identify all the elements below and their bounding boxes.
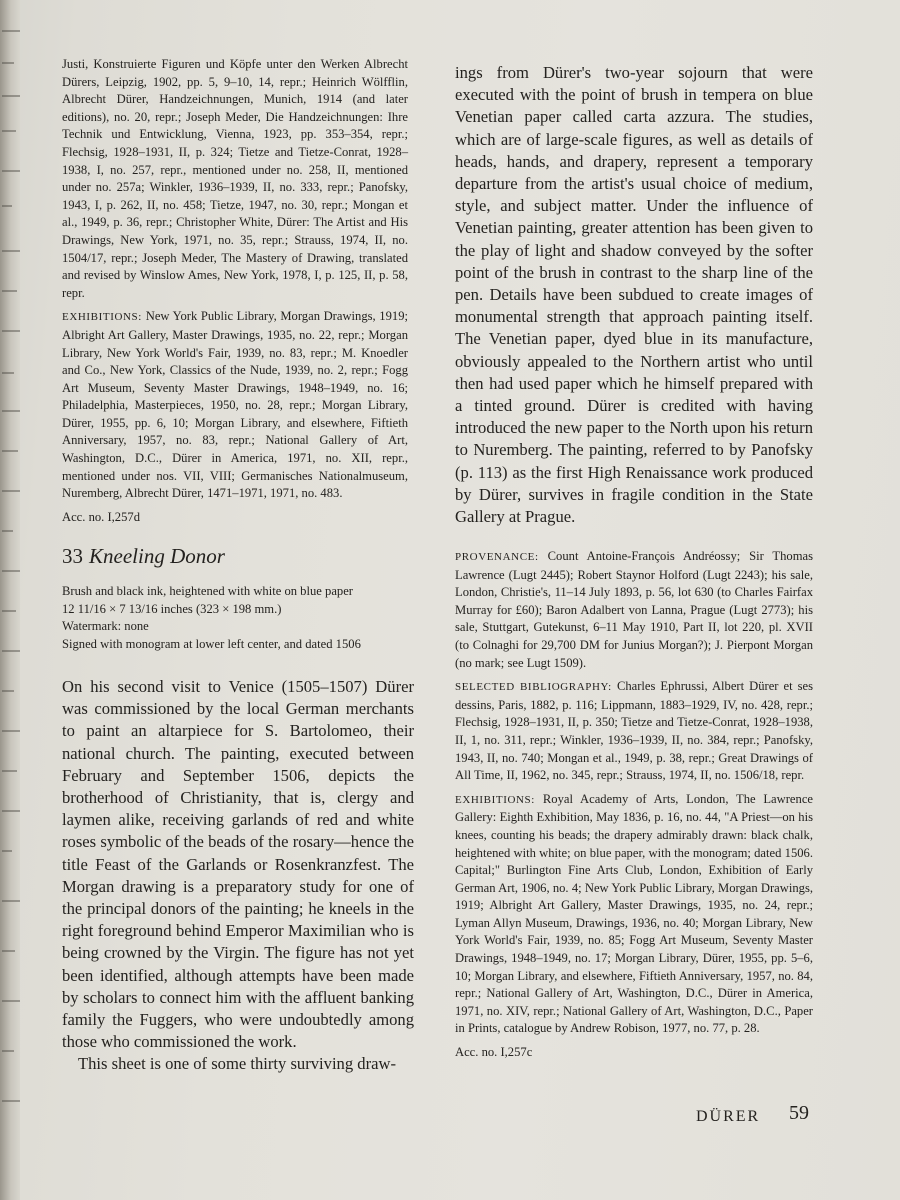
right-exhibitions xyxy=(455,791,813,1038)
running-head: DÜRER xyxy=(696,1108,761,1125)
selected-bibliography xyxy=(455,678,813,785)
entry-number: 33 xyxy=(62,544,83,568)
entry-name: Kneeling Donor xyxy=(89,544,225,568)
acc-number: Acc. no. I,257d xyxy=(62,509,140,524)
entry-signed: Signed with monogram at lower left center, and dated 1506 xyxy=(62,636,361,651)
exhibitions-text: New York Public Library, Morgan Drawings, 1919; Albright Art Gallery, Master Drawings, 1935, no. 22, repr.; Morgan Library, New York World's Fair, 1939, no. 83, repr.; M. Knoedler and Co., New York, Classics of the Nude, 1939, no. 2, repr.; Fogg Art Museum, Seventy Master Drawings, 1948–1949, no. 16; Philadelphia, Masterpieces, 1950, no. 28, repr.; Morgan Library, Dürer, 1955, pp. 6, 10; Morgan Library, and elsewhere, Fiftieth Anniversary, 1957, no. 83, repr.; National Gallery of Art, Washington, D.C., Dürer in America, 1971, no. XII, repr., mentioned under nos. VII, VIII; Germanisches Nationalmuseum, Nuremberg, Albrecht Dürer, 1471–1971, 1971, no. 483. xyxy=(62,309,408,501)
right-exhibitions-label: EXHIBITIONS: xyxy=(455,793,535,806)
right-acc-number: Acc. no. I,257c xyxy=(455,1045,533,1060)
exhibitions-label: EXHIBITIONS: xyxy=(62,311,142,324)
bibliography-label: SELECTED BIBLIOGRAPHY: xyxy=(455,681,612,694)
provenance-label: PROVENANCE: xyxy=(455,551,539,563)
provenance-text: Count Antoine-François Andréossy; Sir Thomas Lawrence (Lugt 2445); Robert Staynor Holford (Lugt 2243); his sale, London, Christie's, 11–14 July 1893, p. 56, lot 630 (to Charles Fairfax Murray for £60); Baron Adalbert von Lanna, Prague (Lugt 2773); his sale, Stuttgart, Gutekunst, 6–11 May 1910, Part II, lot 220, pl. XVII (to Colnaghi for 29,700 DM for Junius Morgan?); J. Pierpont Morgan (no mark; see Lugt 1509). xyxy=(455,549,813,670)
left-column xyxy=(62,56,408,526)
entry-medium: Brush and black ink, heightened with white on blue paper xyxy=(62,584,353,598)
entry-paragraph-2-continued: ings from Dürer's two-year sojourn that were executed with the point of brush in tempera on blue Venetian paper called carta azzura. The studies, which are of large-scale figures, as well as details of heads, hands, and drapery, represent a temporary departure from the artist's usual choice of medium, style, and subject matter. Under the influence of Venetian painting, greater attention has been given to the play of light and shadow conveyed by the softer point of the brush in contrast to the sharp line of the pen. Details have been subdued to create images of monumental strength that approach painting itself. The Venetian paper, dyed blue in its manufacture, obviously appealed to the Northern artist who until then had used paper which he himself prepared with a tinted ground. Dürer is credited with having introduced the new paper to the North upon his return to Nuremberg. The painting, referred to by Panofsky (p. 113) as the first High Renaissance work produced by Dürer, survives in fragile condition in the State Gallery at Prague. xyxy=(455,63,813,527)
entry-body xyxy=(62,676,414,1076)
provenance xyxy=(455,548,813,672)
continued-bibliography: Justi, Konstruierte Figuren und Köpfe unter den Werken Albrecht Dürers, Leipzig, 1902, pp. 5, 9–10, 14, repr.; Heinrich Wölfflin, Albrecht Dürer, Handzeichnungen, Munich, 1914 (and later editions), no. 20, repr.; Joseph Meder, Die Handzeichnungen: Ihre Technik und Entwicklung, Vienna, 1923, pp. 353–354, repr.; Flechsig, 1928–1931, II, p. 324; Tietze and Tietze-Conrat, 1928–1938, I, no. 257, repr., mentioned under no. 258, II, mentioned under no. 257a; Winkler, 1936–1939, II, no. 333, repr.; Panofsky, 1943, I, p. 262, II, no. 458; Tietze, 1947, no. 30, repr.; Mongan et al., 1949, p. 36, repr.; Christopher White, Dürer: The Artist and His Drawings, New York, 1971, no. 35, repr.; Strauss, 1974, II, no. 1504/17, repr.; Joseph Meder, The Mastery of Drawing, translated and revised by Winslow Ames, New York, 1978, I, p. 125, II, p. 58, repr. xyxy=(62,57,408,300)
page-number: 59 xyxy=(789,1102,809,1124)
entry-header xyxy=(62,544,408,653)
entry-paragraph-2-start: This sheet is one of some thirty surviving draw- xyxy=(78,1054,396,1074)
right-exhibitions-text: Royal Academy of Arts, London, The Lawrence Gallery: Eighth Exhibition, May 1836, p. 16, no. 44, "A Priest—on his knees, counting his beads; the drapery admirably drawn: black chalk, heightened with white; on blue paper, with the monogram; dated 1506. Capital;" Burlington Fine Arts Club, London, Exhibition of Early German Art, 1906, no. 4; New York Public Library, Morgan Drawings, 1919; Albright Art Gallery, Master Drawings, 1935, no. 24, repr.; Lyman Allyn Museum, Drawings, 1936, no. 40; Morgan Library, New York World's Fair, 1939, no. 85; Fogg Art Museum, Seventy Master Drawings, 1948–1949, no. 17; Morgan Library, Dürer, 1955, pp. 5–6, 10; Morgan Library, and elsewhere, Fiftieth Anniversary, 1957, no. 84, repr.; National Gallery of Art, Washington, D.C., Dürer in America, 1971, no. XIV, repr.; National Gallery of Art, Washington, D.C., Paper in Prints, catalogue by Andrew Robison, 1977, no. 77, p. 28. xyxy=(455,791,813,1036)
entry-watermark: Watermark: none xyxy=(62,619,149,634)
right-column-text xyxy=(455,62,813,528)
bibliography-text: Charles Ephrussi, Albert Dürer et ses dessins, Paris, 1882, p. 116; Lippmann, 1883–1929, IV, no. 428, repr.; Flechsig, 1928–1931, II, p. 350; Tietze and Tietze-Conrat, 1928–1938, II, 1, no. 311, repr.; Winkler, 1936–1939, II, no. 384, repr.; Panofsky, 1943, II, no. 740; Mongan et al., 1949, p. 38, repr.; Great Drawings of All Time, II, 1962, no. 345, repr.; Strauss, 1974, II, no. 1506/18, repr. xyxy=(455,679,813,783)
entry-paragraph-1: On his second visit to Venice (1505–1507) Dürer was commissioned by the local German merchants to paint an altarpiece for S. Bartolomeo, their national church. The painting, executed between February and September 1506, depicts the brotherhood of Christianity, that is, clergy and laymen alike, receiving garlands of red and white roses symbolic of the beads of the rosary—hence the title Feast of the Garlands or Rosenkranzfest. The Morgan drawing is a preparatory study for one of the principal donors of the painting; he kneels in the right foreground behind Emperor Maximilian who is being crowned by the Virgin. The figure has not yet been identified, although attempts have been made by scholars to connect him with the affluent banking family the Fuggers, who were undoubtedly among those who commissioned the work. xyxy=(62,677,414,1052)
entry-title xyxy=(62,544,408,569)
entry-dimensions: 12 11/16 × 7 13/16 inches (323 × 198 mm.) xyxy=(62,601,282,616)
facing-page-edge xyxy=(2,0,22,1200)
right-notes xyxy=(455,548,813,1062)
left-exhibitions xyxy=(62,308,408,503)
